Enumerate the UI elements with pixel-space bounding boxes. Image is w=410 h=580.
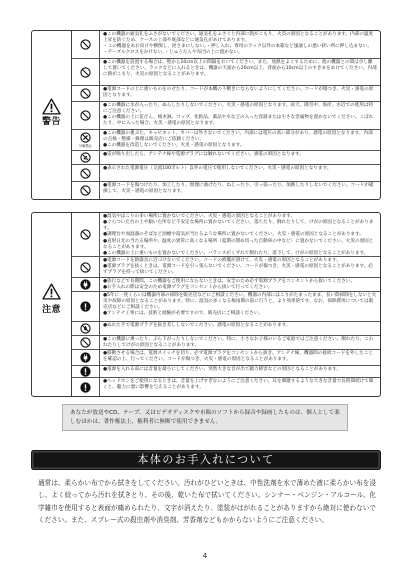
warning-item: ●この機器の通気孔をふさがないでください。通気孔をふさぐと内部に熱がこもり、火災の原因となることがあります。内部の温度上昇を防ぐため、ケースの上部や底部などに通気孔があけてあります。 [103, 32, 374, 44]
warning-row-icon-cell [72, 86, 100, 101]
caution-row-text [100, 322, 380, 335]
prohibition-icon [80, 67, 91, 78]
warning-row [72, 130, 380, 151]
caution-row-icon-cell [72, 350, 100, 365]
caution-item: ●ヘッドホンをご使用になるときは、音量を上げすぎないようにご注意ください。耳を刺激するような大きな音量で長時間続けて聞くと、聴力に悪い影響を与えることがあります。 [103, 379, 374, 391]
exclamation-icon [80, 366, 91, 377]
caution-row-text [100, 350, 380, 365]
caution-row [72, 257, 380, 278]
prohibition-icon [80, 39, 91, 50]
warning-row-text [100, 151, 380, 164]
prohibition-icon [80, 88, 91, 99]
caution-rows [72, 213, 380, 396]
caution-row-icon-cell [72, 278, 100, 291]
caution-item: ●お手入れの際は安全のため電源プラグをコンセントから抜いて行ってください。 [103, 285, 273, 291]
unplug-icon [80, 279, 91, 290]
caution-item: ●電源プラグを抜くときは、電源コードを引っ張らないでください。コードが傷つき、火災・感電の原因となることがあります。必ずプラグを持って抜いてください。 [103, 264, 373, 276]
warning-row-icon-cell [72, 130, 100, 150]
caution-item: ●この機器の上に重いものを置かないでください。バランスがくずれて倒れたり、落下して、けがの原因となることがあります。 [103, 250, 369, 256]
warning-row-text [100, 59, 380, 85]
caution-item: ●湿気やほこりの多い場所に置かないでください。火災・感電の原因となることがあります。 [103, 214, 295, 220]
warning-label-column [32, 31, 72, 199]
caution-row-text [100, 366, 380, 377]
warning-row-text [100, 182, 380, 199]
warning-row [72, 102, 380, 130]
prohibition-icon [80, 185, 91, 196]
warning-rows [72, 31, 380, 199]
prohibition-icon [80, 168, 91, 179]
caution-item: ●この機器に乗ったり、ぶら下がったりしないでください。特に、小さなお子様のいるご家庭ではご注意ください。倒れたり、こわれたりしてけがの原因となることがあります。 [103, 337, 374, 349]
caution-row-icon-cell [72, 213, 100, 256]
warning-item: ●この機器の裏ぶた、キャビネット、カバーは外さないでください。内部には電圧の高い部分があり、感電の原因となります。内部の点検・整備・修理は販売店にご依頼ください。 [103, 131, 373, 143]
warning-item: ●この機器を設置する場合は、壁から10cm以上の間隔をおいてください。また、放熱をよくするために、他の機器との間は少し離して置いてください。ラックなどに入れるときは、機器の天面から20cm以上、背面から10cm以上のすきまをあけてください。内部に熱がこもり、火災の原因となることがあります。 [103, 60, 377, 78]
copyright-note: あなたが放送やCD、テープ、又はビデオディスクや市販のソフトから録音や録画したものは、個人として楽しむほかは、著作権法上、権利者に無断で使用できません。 [62, 404, 348, 431]
warning-row-text [100, 130, 380, 150]
warning-item: ●この機器に水が入ったり、ぬらしたりしないでください。火災・感電の原因となります。雨天、降雪中、海岸、水辺での使用は特にご注意ください。 [103, 103, 374, 115]
caution-item: ●5年に一度くらいは機器内部の掃除を販売店などにご相談ください。機器の内部にほこりがたまったまま、長い間掃除をしないと火災や故障の原因となることがあります。特に、湿気の多くなる梅雨期の前に行うと、より効果的です。なお、掃除費用については販売店などにご相談ください。 [103, 293, 377, 311]
caution-row-text [100, 257, 380, 277]
caution-item: ●直射日光の当たる場所や、温度の異常に高くなる場所（夏期の閉め切った自動車の中など）に置かないでください。火災の原因となることがあります。 [103, 238, 374, 250]
warning-triangle-icon [42, 98, 61, 115]
care-paragraph: 通常は、柔らかい布でから拭きをしてください。汚れがひどいときは、中性洗剤を水で薄めた液に柔らかい布を浸し、よく絞ってから汚れを拭きとり、その後、乾いた布で拭いてください。シンナー・ベンジン・アルコール、化学雑巾を使用すると表面が痛められたり、文字が消えたり、塗装がはがれることがありますから絶対に使わないでください。また、スプレー式の殺虫剤や消臭剤、芳香剤などもかからないようにご注意ください。 [38, 479, 376, 524]
caution-item: ●調理台や加湿器のそばなど油煙や湯気が当たるような場所に置かないでください。火災・感電の原因となることがあります。 [103, 232, 364, 238]
no-touch-icon [80, 152, 91, 163]
caution-box [31, 212, 381, 397]
caution-row-text [100, 378, 380, 396]
warning-label: 警告 [41, 117, 61, 127]
prohibition-icon [80, 262, 91, 273]
caution-row-icon-cell [72, 378, 100, 396]
warning-box [31, 30, 381, 200]
caution-row [72, 292, 380, 322]
warning-item: ・この機器をあお向けや横倒し、逆さまにしない。・押し入れ、専用のラック以外の本箱など風通しの悪い狭い所に押し込まない。 [103, 44, 372, 50]
warning-item: ●この機器の上に花びん、植木鉢、コップ、化粧品、薬品や水などの入った容器または小さな金属物を置かないでください。こぼれたり、中に入った場合、火災・感電の原因となります。 [103, 115, 374, 127]
caution-row [72, 378, 380, 396]
wet-hands-prohibited-icon [80, 323, 91, 334]
caution-label-column [32, 213, 72, 396]
caution-row [72, 336, 380, 350]
caution-item: ●ぐらついた台の上や傾いた所など不安定な場所に置かないでください。落ちたり、倒れたりして、けがの原因となることがあります。 [103, 220, 374, 232]
caution-item: ●電源を入れる前には音量を最小にしてください。突然大きな音が出て聴力障害などの原因となることがあります。 [103, 367, 341, 373]
caution-row-icon-cell [72, 292, 100, 321]
warning-row [72, 59, 380, 86]
warning-item: ●この機器を改造しないでください。火災・感電の原因となります。 [103, 143, 245, 149]
warning-item: ●雷が鳴り出したら、アンテナ線や電源プラグには触れないでください。感電の原因となります。 [103, 152, 304, 158]
caution-row-icon-cell [72, 366, 100, 377]
caution-row-icon-cell [72, 322, 100, 335]
warning-row-icon-cell [72, 102, 100, 129]
section-heading: 本体のお手入れについて [31, 450, 381, 470]
warning-row-text [100, 102, 380, 129]
disassembly-prohibited-icon [80, 132, 91, 143]
warning-row [72, 31, 380, 59]
caution-row [72, 322, 380, 336]
prohibition-icon [80, 229, 91, 240]
caution-row [72, 213, 380, 257]
warning-row-text [100, 31, 380, 58]
caution-row-text [100, 336, 380, 349]
prohibition-icon [80, 337, 91, 348]
warning-row [72, 182, 380, 199]
exclamation-icon [80, 301, 91, 312]
icon-caption: 分解禁止 [78, 144, 93, 148]
caution-row-text [100, 278, 380, 291]
warning-item: ・テーブルクロスをかけない。・じゅうたんや布団の上に置かない。 [103, 50, 243, 56]
caution-row-icon-cell [72, 336, 100, 349]
warning-item: ●表示された電源電圧（交流100ボルト）以外の電圧で使用しないでください。火災・感電の原因となります。 [103, 166, 332, 172]
caution-triangle-icon [42, 283, 61, 300]
caution-row [72, 278, 380, 292]
warning-row [72, 86, 380, 102]
warning-row-icon-cell [72, 151, 100, 164]
caution-row-text [100, 292, 380, 321]
caution-item: ●アンテナ工事には、技術と経験が必要ですので、販売店にご相談ください。 [103, 311, 263, 317]
warning-row-text [100, 86, 380, 101]
caution-label: 注意 [41, 305, 61, 315]
warning-row-text [100, 165, 380, 181]
caution-item: ●旅行などで長期間、この機器をご使用にならないときは、安全のため必ず電源プラグをコンセントから抜いてください。 [103, 279, 356, 285]
prohibition-icon [80, 110, 91, 121]
warning-row-icon-cell [72, 165, 100, 181]
caution-row [72, 366, 380, 378]
unplug-icon [80, 352, 91, 363]
warning-row-icon-cell [72, 31, 100, 58]
warning-item: ●電源コードを傷つけたり、加工したり、無理に曲げたり、ねじったり、引っ張ったり、加熱したりしないでください。コードが破損して、火災・感電の原因となります。 [103, 183, 374, 195]
warning-row-icon-cell [72, 182, 100, 199]
caution-item: ●ぬれた手で電源プラグを抜き差ししないでください。感電の原因となることがあります。 [103, 323, 291, 329]
warning-row-icon-cell [72, 59, 100, 85]
exclamation-icon [80, 382, 91, 393]
warning-item: ●電源コードの上に重いものをのせたり、コードが本機の下敷きにならないようにしてください。コードが傷つき、火災・感電の原因となります。 [103, 87, 374, 99]
warning-row [72, 151, 380, 165]
page-number: 4 [202, 552, 208, 560]
caution-row-text [100, 213, 380, 256]
caution-item: ●電源コードを熱器具に近づけないでください。コードの被覆が溶けて、火災・感電の原因となることがあります。 [103, 258, 341, 264]
caution-row-icon-cell [72, 257, 100, 277]
caution-row [72, 350, 380, 366]
caution-item: ●移動させる場合は、電源スイッチを切り、必ず電源プラグをコンセントから抜き、アンテナ線、機器間の接続コードを外したことを確認の上、行ってください。コードが傷つき、火災・感電の原因となることがあります。 [103, 351, 373, 363]
warning-row [72, 165, 380, 182]
